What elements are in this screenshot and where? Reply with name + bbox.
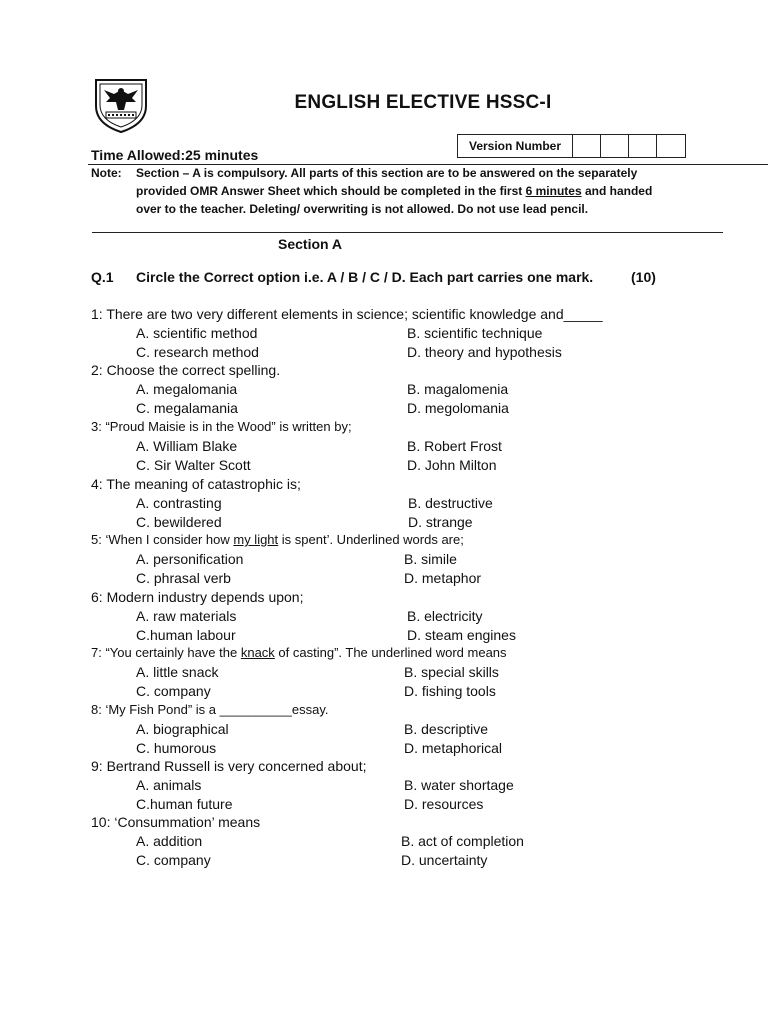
question-stem bbox=[91, 645, 507, 660]
version-digit-cell[interactable] bbox=[657, 135, 685, 157]
note-line-3: over to the teacher. Deleting/ overwriting is not allowed. Do not use lead pencil. bbox=[136, 202, 589, 216]
answer-option[interactable]: A. megalomania bbox=[136, 381, 238, 397]
answer-option[interactable]: A. biographical bbox=[136, 721, 229, 737]
note-duration: 6 minutes bbox=[525, 184, 582, 198]
answer-option[interactable]: B. destructive bbox=[408, 495, 493, 511]
exam-title: ENGLISH ELECTIVE HSSC-I bbox=[294, 92, 552, 113]
stem-text: 5: ‘When I consider how bbox=[91, 532, 234, 547]
answer-option[interactable]: C.human labour bbox=[136, 627, 236, 643]
answer-option[interactable]: C. company bbox=[136, 683, 211, 699]
answer-option[interactable]: A. addition bbox=[136, 833, 203, 849]
answer-option[interactable]: A. raw materials bbox=[136, 608, 237, 624]
question-stem bbox=[91, 758, 366, 774]
stem-text: 8: ‘My Fish Pond” is a __________essay. bbox=[91, 702, 329, 717]
question-marks: (10) bbox=[631, 269, 656, 285]
question-stem bbox=[91, 702, 329, 717]
question-number: Q.1 bbox=[91, 269, 114, 285]
version-digit-cell[interactable] bbox=[573, 135, 601, 157]
answer-option[interactable]: A. contrasting bbox=[136, 495, 222, 511]
answer-option[interactable]: C. Sir Walter Scott bbox=[136, 457, 251, 473]
answer-option[interactable]: B. Robert Frost bbox=[407, 438, 502, 454]
answer-option[interactable]: C. megalamania bbox=[136, 400, 238, 416]
stem-text: 1: There are two very different elements in science; scientific knowledge and_____ bbox=[91, 306, 603, 322]
answer-option[interactable]: B. electricity bbox=[407, 608, 483, 624]
question-instruction: Circle the Correct option i.e. A / B / C / D. Each part carries one mark. bbox=[136, 269, 594, 285]
version-number-box bbox=[457, 134, 686, 158]
section-heading: Section A bbox=[278, 236, 343, 252]
answer-option[interactable]: B. magalomenia bbox=[407, 381, 509, 397]
stem-text: of casting”. The underlined word means bbox=[274, 645, 507, 660]
answer-option[interactable]: A. animals bbox=[136, 777, 202, 793]
answer-option[interactable]: A. personification bbox=[136, 551, 244, 567]
note-line-2-end: and handed bbox=[581, 184, 653, 198]
answer-option[interactable]: D. metaphorical bbox=[404, 740, 503, 756]
underlined-phrase: my light bbox=[233, 532, 279, 547]
version-digit-cell[interactable] bbox=[601, 135, 629, 157]
note-label: Note: bbox=[91, 166, 122, 180]
stem-text: 6: Modern industry depends upon; bbox=[91, 589, 304, 605]
question-stem bbox=[91, 419, 352, 434]
header-divider bbox=[88, 164, 768, 165]
answer-option[interactable]: C. humorous bbox=[136, 740, 217, 756]
answer-option[interactable]: C. company bbox=[136, 852, 211, 868]
stem-text: is spent’. Underlined words are; bbox=[278, 532, 464, 547]
answer-option[interactable]: A. William Blake bbox=[136, 438, 238, 454]
answer-option[interactable]: D. theory and hypothesis bbox=[407, 344, 562, 360]
answer-option[interactable]: B. special skills bbox=[404, 664, 499, 680]
answer-option[interactable]: D. metaphor bbox=[404, 570, 482, 586]
answer-option[interactable]: C.human future bbox=[136, 796, 233, 812]
note-line-2 bbox=[136, 184, 652, 198]
underlined-phrase: knack bbox=[240, 645, 275, 660]
version-digit-cell[interactable] bbox=[629, 135, 657, 157]
stem-text: 4: The meaning of catastrophic is; bbox=[91, 476, 301, 492]
answer-option[interactable]: C. phrasal verb bbox=[136, 570, 231, 586]
question-stem bbox=[91, 362, 280, 378]
answer-option[interactable]: B. simile bbox=[404, 551, 457, 567]
stem-text: 7: “You certainly have the bbox=[91, 645, 241, 660]
stem-text: 2: Choose the correct spelling. bbox=[91, 362, 281, 378]
question-stem bbox=[91, 814, 260, 830]
note-divider bbox=[92, 232, 723, 233]
answer-option[interactable]: C. research method bbox=[136, 344, 259, 360]
note-line-1: Section – A is compulsory. All parts of this section are to be answered on the separately bbox=[136, 166, 638, 180]
question-stem bbox=[91, 476, 301, 492]
answer-option[interactable]: D. fishing tools bbox=[404, 683, 496, 699]
answer-option[interactable]: B. scientific technique bbox=[407, 325, 543, 341]
answer-option[interactable]: D. strange bbox=[408, 514, 473, 530]
question-stem bbox=[91, 306, 603, 322]
answer-option[interactable]: B. act of completion bbox=[401, 833, 524, 849]
answer-option[interactable]: A. scientific method bbox=[136, 325, 258, 341]
answer-option[interactable]: D. steam engines bbox=[407, 627, 516, 643]
note-line-2-text: provided OMR Answer Sheet which should be completed in the first bbox=[136, 184, 526, 198]
answer-option[interactable]: A. little snack bbox=[136, 664, 219, 680]
time-allowed: Time Allowed:25 minutes bbox=[91, 147, 259, 163]
stem-text: 3: “Proud Maisie is in the Wood” is written by; bbox=[91, 419, 352, 434]
answer-option[interactable]: D. resources bbox=[404, 796, 484, 812]
answer-option[interactable]: D. uncertainty bbox=[401, 852, 488, 868]
answer-option[interactable]: D. megolomania bbox=[407, 400, 509, 416]
answer-option[interactable]: D. John Milton bbox=[407, 457, 497, 473]
answer-option[interactable]: C. bewildered bbox=[136, 514, 222, 530]
question-stem bbox=[91, 589, 303, 605]
version-number-label: Version Number bbox=[458, 135, 573, 157]
question-stem bbox=[91, 532, 464, 547]
answer-option[interactable]: B. water shortage bbox=[404, 777, 514, 793]
answer-option[interactable]: B. descriptive bbox=[404, 721, 489, 737]
stem-text: 10: ‘Consummation’ means bbox=[91, 814, 261, 830]
stem-text: 9: Bertrand Russell is very concerned about; bbox=[91, 758, 367, 774]
